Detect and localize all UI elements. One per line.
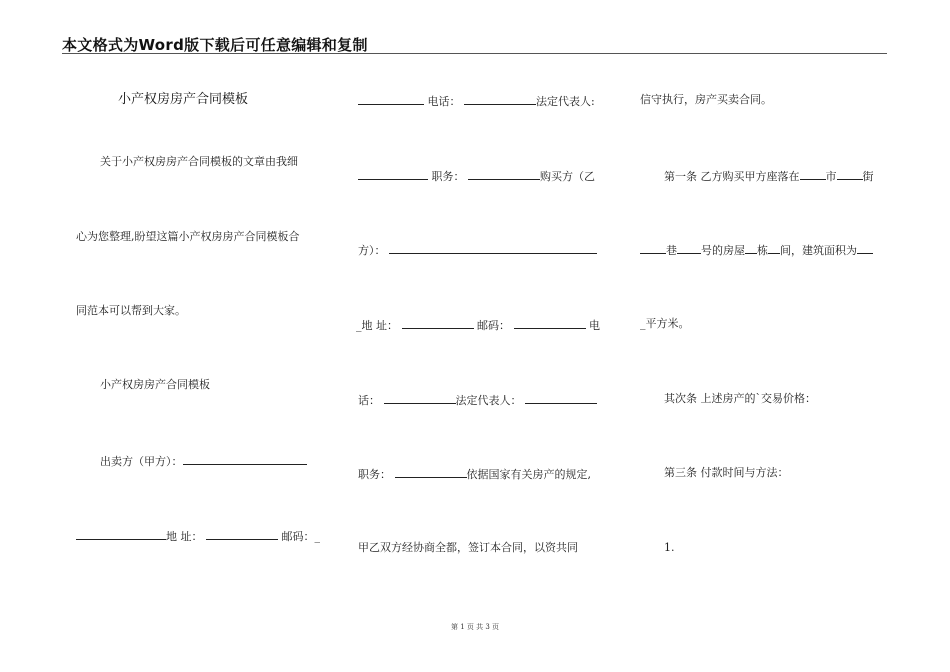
article-one-line	[664, 168, 874, 184]
area-unit-line: _平方米。	[640, 317, 690, 330]
page-number: 第 1 页 共 3 页	[450, 623, 500, 631]
duty-label: 职务：	[358, 468, 391, 481]
buyer-line	[358, 242, 597, 258]
postcode-label: 邮码：_	[281, 530, 320, 543]
blank-field	[768, 242, 780, 254]
rep-label: 法定代表人:	[536, 95, 595, 108]
postcode-label: 邮码：	[477, 319, 510, 332]
phone-label-end: 话：	[358, 394, 380, 407]
blank-field	[640, 242, 666, 254]
blank-field	[402, 317, 474, 329]
intro-line-2: 心为您整理,盼望这篇小产权房房产合同模板合	[76, 230, 300, 243]
blank-field	[514, 317, 586, 329]
address-label: _地 址：	[356, 319, 398, 332]
address-label: 地 址：	[166, 530, 203, 543]
city-label: 市	[825, 170, 837, 183]
list-number-1: 1.	[664, 541, 675, 554]
seller-label: 出卖方（甲方）：	[100, 455, 183, 468]
blank-field	[857, 242, 873, 254]
blank-field	[395, 466, 467, 478]
document-title: 小产权房房产合同模板	[118, 92, 249, 107]
blank-field	[677, 242, 701, 254]
building-label: 栋	[757, 244, 768, 257]
blank-field	[468, 168, 540, 180]
blank-field	[76, 528, 166, 540]
article-one-continued	[640, 242, 873, 258]
blank-field	[358, 168, 428, 180]
article-three-line: 第三条 付款时间与方法：	[664, 466, 789, 479]
lane-label: 巷	[666, 244, 677, 257]
article-two-line: 其次条 上述房产的`交易价格：	[664, 392, 816, 405]
blank-field	[837, 168, 863, 180]
header-rule	[62, 53, 887, 54]
blank-field	[525, 392, 597, 404]
buyer-phone-line	[358, 392, 597, 408]
area-text: 间，建筑面积为	[780, 244, 857, 257]
document-banner: 本文格式为Word版下载后可任意编辑和复制	[62, 36, 368, 54]
blank-field	[183, 453, 307, 465]
basis-text: 依据国家有关房产的规定,	[466, 468, 591, 481]
contract-line-1: 信守执行，房产买卖合同。	[640, 93, 772, 106]
buyer-label: 购买方（乙	[540, 170, 595, 183]
seller-line	[100, 453, 307, 469]
blank-field	[384, 392, 456, 404]
blank-field	[206, 528, 278, 540]
blank-field	[464, 93, 536, 105]
blank-field	[800, 168, 826, 180]
blank-field	[389, 242, 597, 254]
buyer-label-end: 方）：	[358, 244, 386, 257]
agreement-line: 甲乙双方经协商全都，签订本合同，以资共同	[358, 541, 578, 554]
buyer-address-line	[356, 317, 600, 333]
subtitle: 小产权房房产合同模板	[100, 378, 210, 391]
seller-phone-line	[358, 93, 595, 109]
number-label: 号的房屋	[701, 244, 745, 257]
phone-label: 电话：	[427, 95, 461, 108]
intro-line-1: 关于小产权房房产合同模板的文章由我细	[100, 155, 298, 168]
seller-address-line	[76, 528, 320, 544]
phone-label-start: 电	[589, 319, 600, 332]
blank-field	[358, 93, 424, 105]
intro-line-3: 同范本可以帮到大家。	[76, 304, 186, 317]
blank-field	[745, 242, 757, 254]
duty-label: 职务：	[431, 170, 465, 183]
buyer-duty-line	[358, 466, 591, 482]
rep-label: 法定代表人：	[455, 394, 522, 407]
seller-duty-line	[358, 168, 595, 184]
article-one-text: 第一条 乙方购买甲方座落在	[664, 170, 800, 183]
street-label: 街	[862, 170, 874, 183]
